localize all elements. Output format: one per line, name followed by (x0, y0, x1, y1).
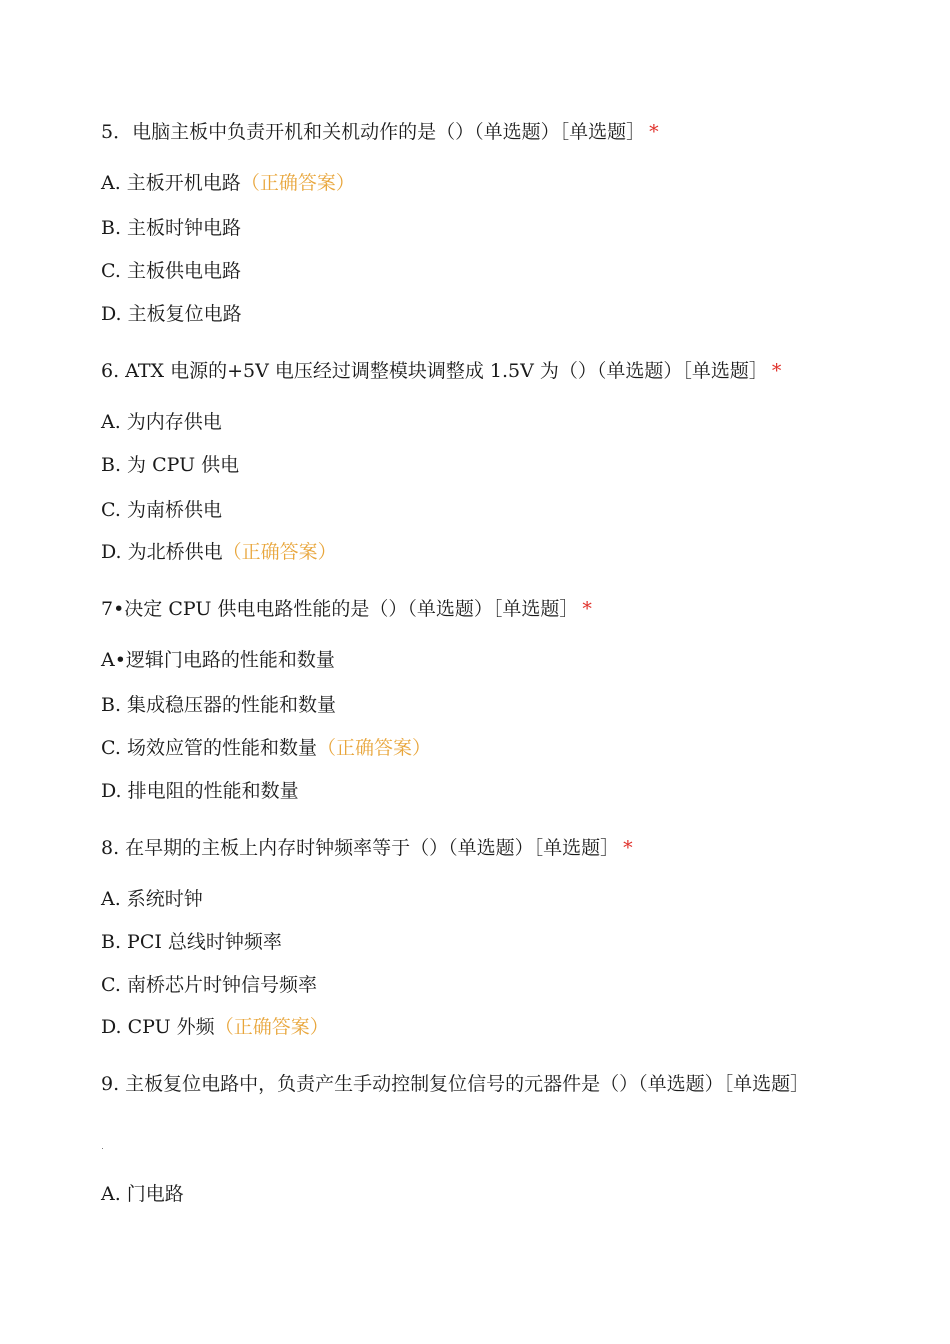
stray-dot (102, 1148, 103, 1149)
question-8-option-d[interactable]: D. CPU 外频（正确答案） (101, 1016, 329, 1038)
question-5-option-d[interactable]: D. 主板复位电路 (101, 303, 242, 325)
question-6-option-c[interactable]: C. 为南桥供电 (101, 499, 222, 521)
question-8-option-b[interactable]: B. PCI 总线时钟频率 (101, 931, 282, 953)
question-6-option-a[interactable]: A. 为内存供电 (101, 411, 222, 433)
question-8-option-a[interactable]: A. 系统时钟 (101, 888, 203, 910)
required-mark: * (771, 360, 782, 382)
question-7-title: 7•决定 CPU 供电电路性能的是（）（单选题）［单选题］ * (101, 598, 592, 620)
required-mark: * (582, 598, 592, 620)
question-5-option-b[interactable]: B. 主板时钟电路 (101, 217, 242, 239)
required-mark: * (649, 121, 659, 143)
correct-answer-label: （正确答案） (240, 172, 355, 194)
question-6-option-b[interactable]: B. 为 CPU 供电 (101, 454, 240, 476)
correct-answer-label: （正确答案） (222, 541, 337, 563)
question-6-title: 6. ATX 电源的+5V 电压经过调整模块调整成 1.5V 为（）（单选题）［单选题］ * (101, 360, 782, 382)
question-6-option-d[interactable]: D. 为北桥供电（正确答案） (101, 541, 337, 563)
question-7-option-c[interactable]: C. 场效应管的性能和数量（正确答案） (101, 737, 431, 759)
question-7-option-b[interactable]: B. 集成稳压器的性能和数量 (101, 694, 337, 716)
required-mark: * (623, 837, 633, 859)
question-5-option-c[interactable]: C. 主板供电电路 (101, 260, 241, 282)
question-9-title: 9. 主板复位电路中，负责产生手动控制复位信号的元器件是（）（单选题）［单选题］ (101, 1073, 810, 1095)
question-7-option-a[interactable]: A•逻辑门电路的性能和数量 (101, 649, 335, 671)
question-5-option-a[interactable]: A. 主板开机电路（正确答案） (101, 172, 355, 194)
question-8-option-c[interactable]: C. 南桥芯片时钟信号频率 (101, 974, 317, 996)
question-9-option-a[interactable]: A. 门电路 (101, 1183, 184, 1205)
question-7-option-d[interactable]: D. 排电阻的性能和数量 (101, 780, 299, 802)
question-5-title: 5．电脑主板中负责开机和关机动作的是（）（单选题）［单选题］ * (101, 121, 659, 143)
question-8-title: 8. 在早期的主板上内存时钟频率等于（）（单选题）［单选题］ * (101, 837, 633, 859)
correct-answer-label: （正确答案） (214, 1016, 329, 1038)
correct-answer-label: （正确答案） (316, 737, 431, 759)
